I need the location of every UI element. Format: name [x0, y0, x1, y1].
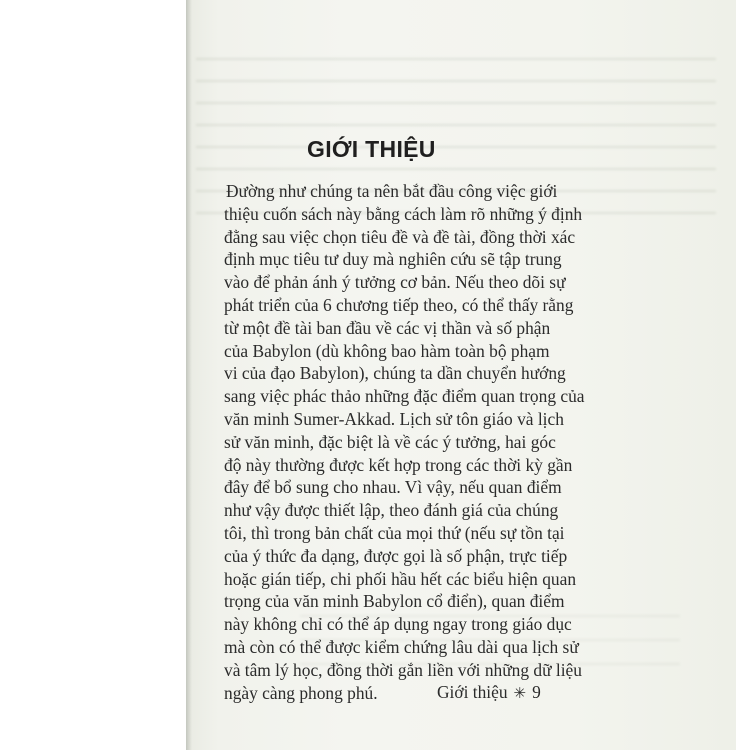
paragraph-line: đây để bổ sung cho nhau. Vì vậy, nếu quan điểm: [224, 477, 562, 498]
paragraph-line: của ý thức đa dạng, được gọi là số phận, trực tiếp: [224, 545, 568, 566]
paragraph-line: hoặc gián tiếp, chi phối hầu hết các biểu hiện quan: [224, 568, 577, 589]
paragraph-line: tôi, thì trong bản chất của mọi thứ (nếu sự tồn tại: [224, 522, 565, 543]
paragraph-line: này không chỉ có thể áp dụng ngay trong giáo dục: [224, 614, 572, 635]
body-paragraph: [224, 180, 702, 704]
paragraph-line: độ này thường được kết hợp trong các thời kỳ gần: [224, 454, 573, 475]
paragraph-line: thiệu cuốn sách này bằng cách làm rõ những ý định: [224, 203, 583, 224]
page-gutter-shadow: [186, 0, 192, 750]
page-footer: [437, 682, 541, 703]
paragraph-line: văn minh Sumer-Akkad. Lịch sử tôn giáo và lịch: [224, 408, 564, 429]
paragraph-line: mà còn có thể được kiểm chứng lâu dài qua lịch sử: [224, 636, 579, 657]
footer-separator-icon: ✳: [513, 686, 527, 702]
footer-section-title: Giới thiệu: [437, 682, 508, 702]
paragraph-line: vi của đạo Babylon), chúng ta dần chuyển hướng: [224, 363, 566, 384]
paragraph-line: trọng của văn minh Babylon cổ điển), quan điểm: [224, 591, 565, 612]
paragraph-line: và tâm lý học, đồng thời gắn liền với những dữ liệu: [224, 659, 582, 680]
paragraph-line: phát triển của 6 chương tiếp theo, có thể thấy rằng: [224, 294, 574, 315]
page-margin: [736, 0, 750, 750]
paragraph-line: Đường như chúng ta nên bắt đầu công việc giới: [226, 181, 558, 201]
paragraph-line: sang việc phác thảo những đặc điểm quan trọng của: [224, 386, 585, 407]
paragraph-line: ngày càng phong phú.: [224, 682, 378, 703]
paragraph-line: định mục tiêu tư duy mà nghiên cứu sẽ tập trung: [224, 249, 562, 270]
paragraph-line: đằng sau việc chọn tiêu đề và đề tài, đồng thời xác: [224, 226, 576, 247]
paragraph-line: như vậy được thiết lập, theo đánh giá của chúng: [224, 500, 559, 521]
paragraph-line: của Babylon (dù không bao hàm toàn bộ phạm: [224, 340, 550, 361]
page-number: 9: [532, 682, 541, 702]
chapter-title: GIỚI THIỆU: [307, 136, 436, 162]
paragraph-line: từ một đề tài ban đầu về các vị thần và số phận: [224, 317, 551, 338]
paragraph-line: vào để phản ánh ý tưởng cơ bản. Nếu theo dõi sự: [224, 272, 566, 293]
paragraph-line: sử văn minh, đặc biệt là về các ý tưởng, hai góc: [224, 431, 556, 452]
